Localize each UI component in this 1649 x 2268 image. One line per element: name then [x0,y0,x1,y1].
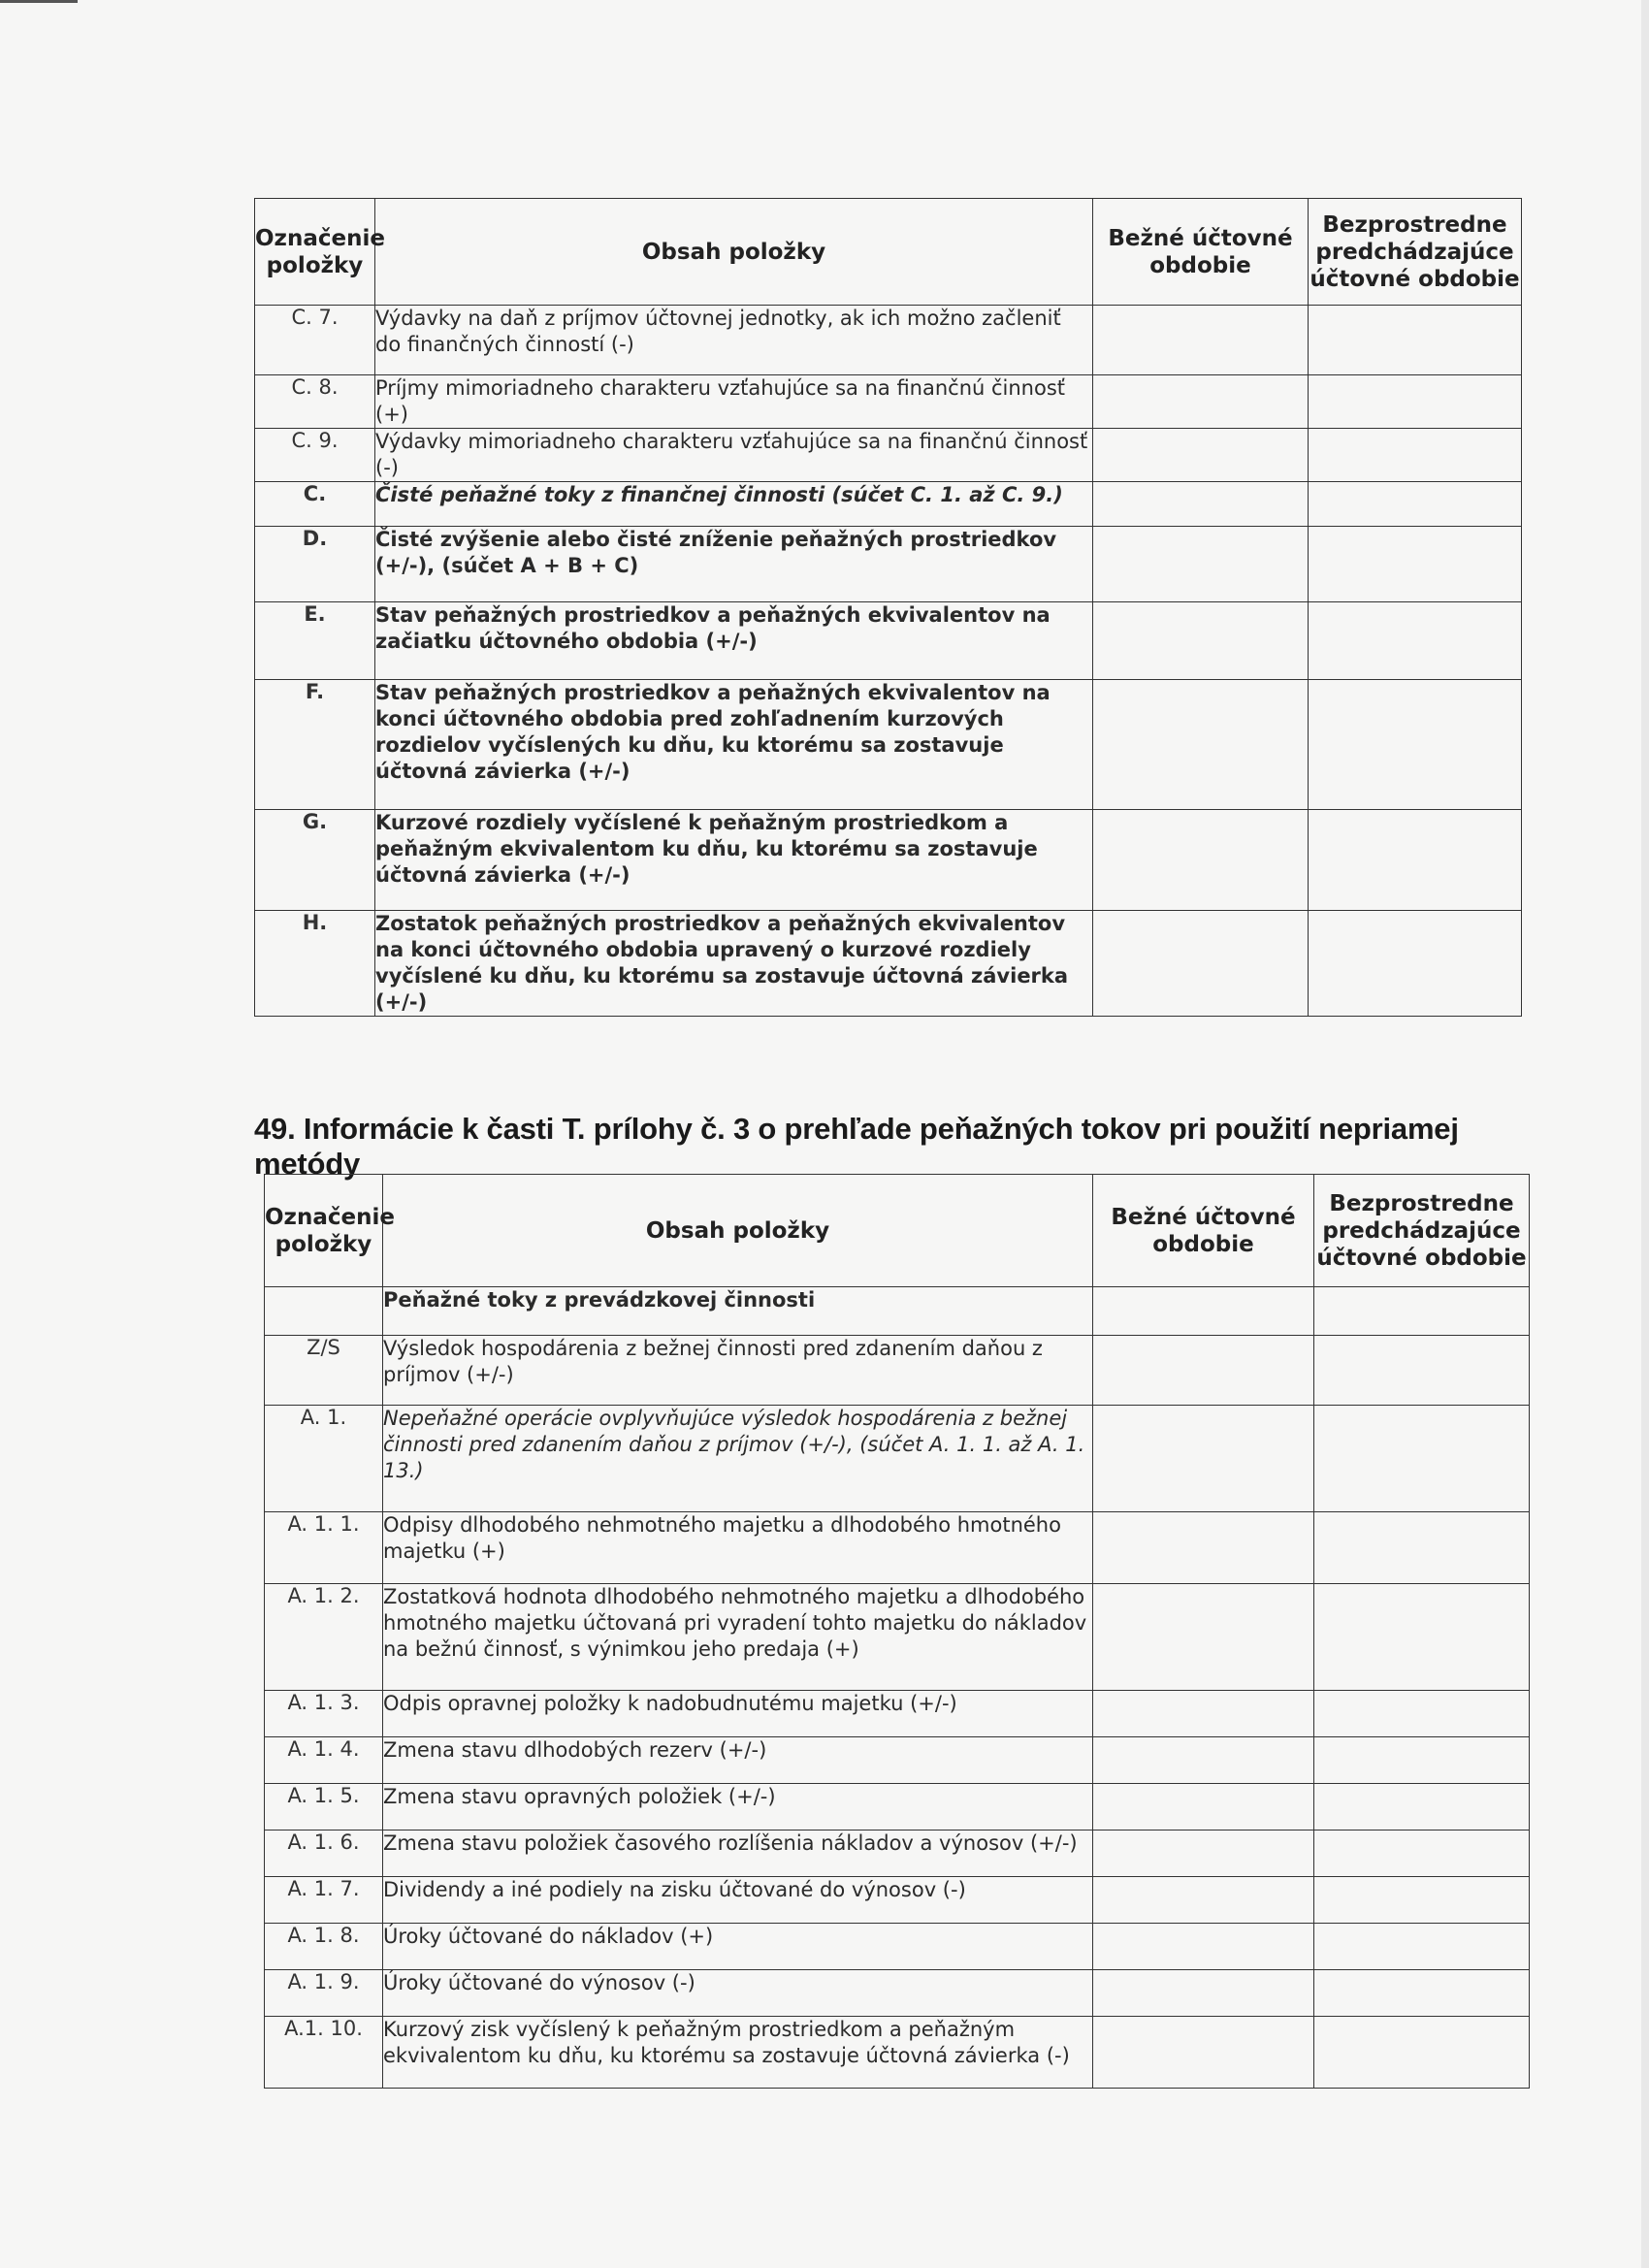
table-row [255,482,1522,527]
header-code: Označenie položky [255,199,375,306]
table-header [255,199,1522,306]
table-row [255,602,1522,680]
scan-edge-mark [0,0,78,3]
row-text: Úroky účtované do nákladov (+) [383,1924,1093,1970]
row-code: C. 7. [255,306,375,375]
cash-flow-table-direct [254,198,1522,1017]
header-content: Obsah položky [375,199,1093,306]
table-row [265,1924,1530,1970]
header-previous-period: Bezprostredne predchádzajúce účtovné obdobie [1309,199,1522,306]
current-value-cell[interactable] [1093,1406,1314,1512]
scan-edge-shadow [1641,0,1649,2268]
row-text: Stav peňažných prostriedkov a peňažných ekvivalentov na konci účtovného obdobia pred zohľadnením kurzových rozdielov vyčíslených ku dňu, ku ktorému sa zostavuje účtovná závierka (+/-) [375,680,1093,810]
table-row [265,1831,1530,1877]
table-row [255,810,1522,911]
table-row [265,1970,1530,2017]
current-value-cell[interactable] [1093,375,1309,429]
previous-value-cell[interactable] [1314,1691,1530,1737]
current-value-cell[interactable] [1093,1691,1314,1737]
cash-flow-table-indirect [264,1174,1530,2089]
previous-value-cell[interactable] [1314,1924,1530,1970]
current-value-cell[interactable] [1093,680,1309,810]
previous-value-cell[interactable] [1314,1287,1530,1336]
row-text: Čisté zvýšenie alebo čisté zníženie peňažných prostriedkov (+/-), (súčet A + B + C) [375,527,1093,602]
row-code: D. [255,527,375,602]
table-row [265,1737,1530,1784]
row-code: Z/S [265,1336,383,1406]
table-row [255,375,1522,429]
current-value-cell[interactable] [1093,1970,1314,2017]
row-code: A. 1. 3. [265,1691,383,1737]
previous-value-cell[interactable] [1309,306,1522,375]
header-code: Označenie položky [265,1175,383,1287]
table-header [265,1175,1530,1287]
row-code: C. 8. [255,375,375,429]
previous-value-cell[interactable] [1309,602,1522,680]
row-text: Príjmy mimoriadneho charakteru vzťahujúce sa na finančnú činnosť (+) [375,375,1093,429]
previous-value-cell[interactable] [1314,1970,1530,2017]
row-text: Kurzový zisk vyčíslený k peňažným prostriedkom a peňažným ekvivalentom ku dňu, ku ktorému sa zostavuje účtovná závierka (-) [383,2017,1093,2089]
current-value-cell[interactable] [1093,1877,1314,1924]
row-text: Zmena stavu položiek časového rozlíšenia nákladov a výnosov (+/-) [383,1831,1093,1877]
table-row [265,1877,1530,1924]
row-code: A. 1. 4. [265,1737,383,1784]
header-current-period: Bežné účtovné obdobie [1093,199,1309,306]
row-code: A. 1. [265,1406,383,1512]
current-value-cell[interactable] [1093,1512,1314,1584]
row-code-empty [265,1287,383,1336]
current-value-cell[interactable] [1093,1831,1314,1877]
previous-value-cell[interactable] [1314,1784,1530,1831]
previous-value-cell[interactable] [1309,680,1522,810]
previous-value-cell[interactable] [1314,1584,1530,1691]
table-row [255,527,1522,602]
row-text: Kurzové rozdiely vyčíslené k peňažným prostriedkom a peňažným ekvivalentom ku dňu, ku ktorému sa zostavuje účtovná závierka (+/-) [375,810,1093,911]
row-code: C. 9. [255,429,375,482]
previous-value-cell[interactable] [1314,1336,1530,1406]
current-value-cell[interactable] [1093,1737,1314,1784]
table-row [255,680,1522,810]
current-value-cell[interactable] [1093,306,1309,375]
header-content: Obsah položky [383,1175,1093,1287]
row-text: Zostatková hodnota dlhodobého nehmotného majetku a dlhodobého hmotného majetku účtovaná pri vyradení tohto majetku do nákladov na bežnú činnosť, s výnimkou jeho predaja (+) [383,1584,1093,1691]
table-row [265,1784,1530,1831]
current-value-cell[interactable] [1093,482,1309,527]
row-text: Zmena stavu opravných položiek (+/-) [383,1784,1093,1831]
row-code: E. [255,602,375,680]
previous-value-cell[interactable] [1309,527,1522,602]
row-code: A. 1. 5. [265,1784,383,1831]
row-code: F. [255,680,375,810]
current-value-cell[interactable] [1093,1784,1314,1831]
row-text: Čisté peňažné toky z finančnej činnosti (súčet C. 1. až C. 9.) [375,482,1093,527]
header-previous-period: Bezprostredne predchádzajúce účtovné obdobie [1314,1175,1530,1287]
table-row [255,306,1522,375]
previous-value-cell[interactable] [1314,1877,1530,1924]
row-text: Zostatok peňažných prostriedkov a peňažných ekvivalentov na konci účtovného obdobia upravený o kurzové rozdiely vyčíslené ku dňu, ku ktorému sa zostavuje účtovná závierka (+/-) [375,911,1093,1017]
table-row [265,2017,1530,2089]
section-row [265,1287,1530,1336]
previous-value-cell[interactable] [1309,429,1522,482]
current-value-cell[interactable] [1093,810,1309,911]
previous-value-cell[interactable] [1314,1406,1530,1512]
section-49-title: 49. Informácie k časti T. prílohy č. 3 o prehľade peňažných tokov pri použití nepriamej metódy [254,1112,1459,1181]
row-text: Odpisy dlhodobého nehmotného majetku a dlhodobého hmotného majetku (+) [383,1512,1093,1584]
previous-value-cell[interactable] [1314,1737,1530,1784]
table-row [265,1584,1530,1691]
row-text: Dividendy a iné podiely na zisku účtované do výnosov (-) [383,1877,1093,1924]
previous-value-cell[interactable] [1314,1512,1530,1584]
previous-value-cell[interactable] [1309,482,1522,527]
row-code: A. 1. 8. [265,1924,383,1970]
row-code: A. 1. 6. [265,1831,383,1877]
current-value-cell[interactable] [1093,1924,1314,1970]
row-code: A.1. 10. [265,2017,383,2089]
row-code: A. 1. 9. [265,1970,383,2017]
current-value-cell[interactable] [1093,527,1309,602]
row-code: C. [255,482,375,527]
row-text: Zmena stavu dlhodobých rezerv (+/-) [383,1737,1093,1784]
current-value-cell[interactable] [1093,1584,1314,1691]
row-code: A. 1. 7. [265,1877,383,1924]
row-text: Výdavky mimoriadneho charakteru vzťahujúce sa na finančnú činnosť (-) [375,429,1093,482]
current-value-cell[interactable] [1093,602,1309,680]
row-code: A. 1. 1. [265,1512,383,1584]
row-text: Úroky účtované do výnosov (-) [383,1970,1093,2017]
row-code: G. [255,810,375,911]
current-value-cell[interactable] [1093,429,1309,482]
previous-value-cell[interactable] [1309,375,1522,429]
table-row [255,911,1522,1017]
current-value-cell[interactable] [1093,1336,1314,1406]
row-code: A. 1. 2. [265,1584,383,1691]
row-text: Výsledok hospodárenia z bežnej činnosti pred zdanením daňou z príjmov (+/-) [383,1336,1093,1406]
current-value-cell[interactable] [1093,2017,1314,2089]
row-code: H. [255,911,375,1017]
previous-value-cell[interactable] [1309,911,1522,1017]
header-current-period: Bežné účtovné obdobie [1093,1175,1314,1287]
previous-value-cell[interactable] [1314,2017,1530,2089]
current-value-cell[interactable] [1093,1287,1314,1336]
table-row [255,429,1522,482]
table-row [265,1336,1530,1406]
row-text: Odpis opravnej položky k nadobudnutému majetku (+/-) [383,1691,1093,1737]
table-row [265,1406,1530,1512]
section-title: Peňažné toky z prevádzkovej činnosti [383,1287,1093,1336]
table-row [265,1512,1530,1584]
row-text: Nepeňažné operácie ovplyvňujúce výsledok hospodárenia z bežnej činnosti pred zdanením daňou z príjmov (+/-), (súčet A. 1. 1. až A. 1. 13.) [383,1406,1093,1512]
current-value-cell[interactable] [1093,911,1309,1017]
previous-value-cell[interactable] [1314,1831,1530,1877]
previous-value-cell[interactable] [1309,810,1522,911]
row-text: Výdavky na daň z príjmov účtovnej jednotky, ak ich možno začleniť do finančných činností (-) [375,306,1093,375]
row-text: Stav peňažných prostriedkov a peňažných ekvivalentov na začiatku účtovného obdobia (+/-) [375,602,1093,680]
table-row [265,1691,1530,1737]
